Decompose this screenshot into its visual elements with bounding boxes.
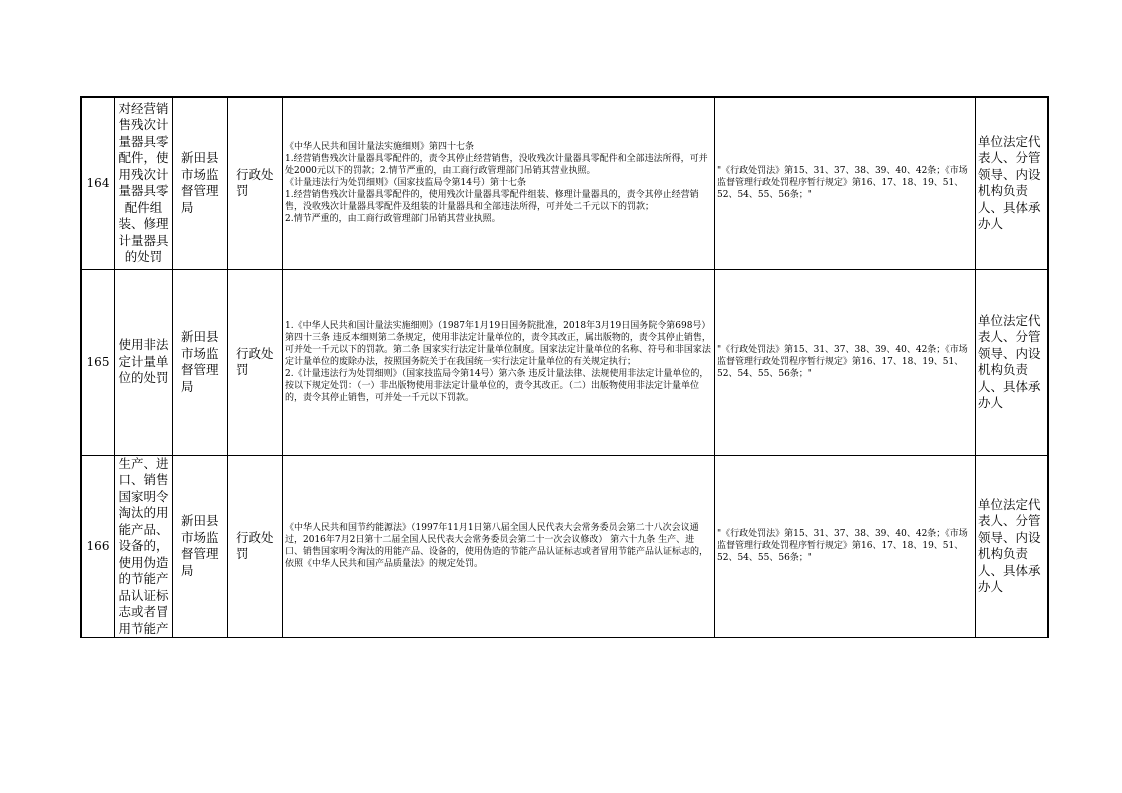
item-name: 对经营销售残次计量器具零配件，使用残次计量器具零配件组装、修理计量器具的处罚 [115,97,173,269]
procedure-basis: "《行政处罚法》第15、31、37、38、39、40、42条；《市场监督管理行政处罚程序暂行规定》第16、17、18、19、51、52、54、55、56条；" [715,455,976,638]
department [173,97,228,269]
department [173,269,228,455]
penalty-type [228,97,283,269]
row-number: 164 [81,97,115,269]
responsible-persons: 单位法定代表人、分管领导、内设机构负责人、具体承办人 [976,455,1049,638]
department [173,455,228,638]
penalty-type-text: 行政处罚 [236,345,274,377]
legal-basis: 《中华人民共和国节约能源法》（1997年11月1日第八届全国人民代表大会常务委员会第二十八次会议通过，2016年7月2日第十二届全国人民代表大会常务委员会第二十一次会议修改） 第六十九条 生产、进口、销售国家明令淘汰的用能产品、设备的，使用伪造的节能产品认证标志或者冒用节能产品认证标志的，依照《中华人民共和国产品质量法》的规定处罚。 [283,455,715,638]
penalty-type-text: 行政处罚 [236,166,274,199]
department-text: 新田县市场监督管理局 [181,329,219,394]
table-row [81,97,1048,269]
department-text: 新田县市场监督管理局 [181,150,219,215]
responsible-persons: 单位法定代表人、分管领导、内设机构负责人、具体承办人 [976,269,1049,455]
responsible-persons: 单位法定代表人、分管领导、内设机构负责人、具体承办人 [976,97,1049,269]
legal-basis: 1.《中华人民共和国计量法实施细则》（1987年1月19日国务院批准，2018年3月19日国务院令第698号）第四十三条 违反本细则第二条规定，使用非法定计量单位的，责令其改正，属出版物的，责令其停止销售，可并处一千元以下的罚款。第二条 国家实行法定计量单位制度。国家法定计量单位的名称、符号和非国家法定计量单位的废除办法，按照国务院关于在我国统一实行法定计量单位的有关规定执行； 2.《计量违法行为处罚细则》（国家技监局令第14号）第六条 违反计量法律、法规使用非法定计量单位的，按以下规定处罚：（一）非出版物使用非法定计量单位的，责令其改正。（二）出版物使用非法定计量单位的，责令其停止销售，可并处一千元以下罚款。 [283,269,715,455]
department-text: 新田县市场监督管理局 [181,513,219,578]
penalty-type [228,455,283,638]
penalty-type-text: 行政处罚 [236,529,274,562]
table-row [81,269,1048,455]
procedure-basis: "《行政处罚法》第15、31、37、38、39、40、42条；《市场监督管理行政处罚程序暂行规定》第16、17、18、19、51、52、54、55、56条；" [715,269,976,455]
legal-basis: 《中华人民共和国计量法实施细则》第四十七条 1.经营销售残次计量器具零配件的，责令其停止经营销售，没收残次计量器具零配件和全部违法所得，可并处2000元以下的罚款；2.情节严重的，由工商行政管理部门吊销其营业执照。 《计量违法行为处罚细则》（国家技监局令第14号）第十七条 1.经营销售残次计量器具零配件的，使用残次计量器具零配件组装、修理计量器具的，责令其停止经营销售，没收残次计量器具零配件及组装的计量器具和全部违法所得，可并处二千元以下的罚款； 2.情节严重的，由工商行政管理部门吊销其营业执照。 [283,97,715,269]
penalty-table [80,96,1049,638]
item-name: 生产、进口、销售国家明令淘汰的用能产品、设备的，使用伪造的节能产品认证标志或者冒用节能产 [115,455,173,638]
item-name: 使用非法定计量单位的处罚 [115,269,173,455]
row-number: 166 [81,455,115,638]
procedure-basis: "《行政处罚法》第15、31、37、38、39、40、42条；《市场监督管理行政处罚程序暂行规定》第16、17、18、19、51、52、54、55、56条；" [715,97,976,269]
table-row [81,455,1048,638]
penalty-type [228,269,283,455]
row-number: 165 [81,269,115,455]
